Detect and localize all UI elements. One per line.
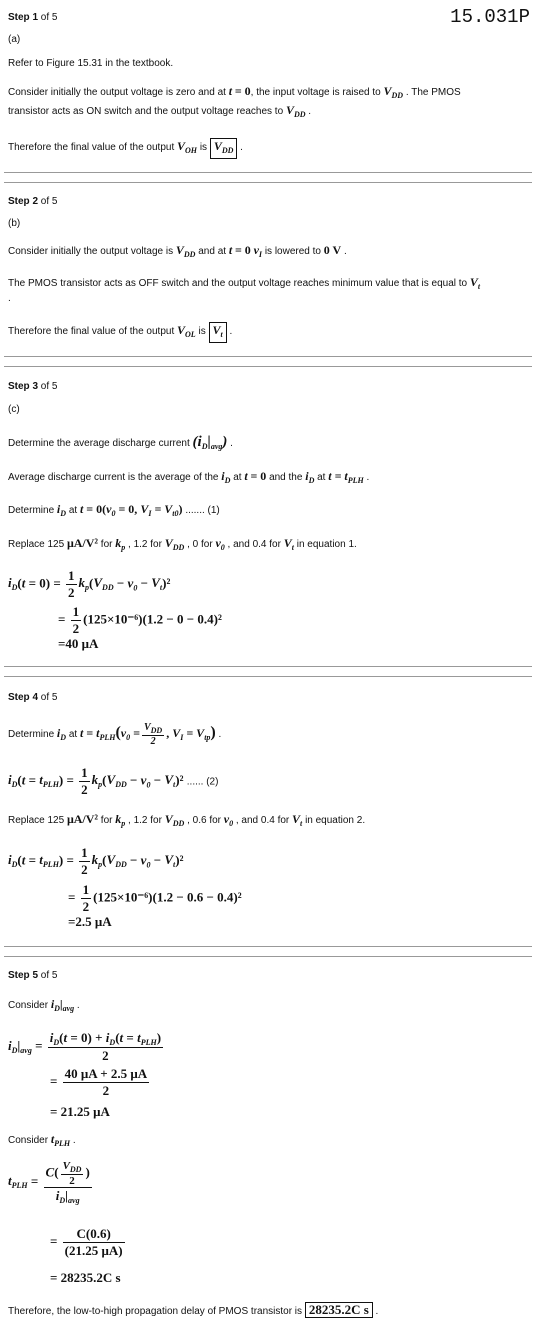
answer-box: 28235.2C s bbox=[305, 1302, 373, 1318]
equation-line: $i_D(t = 0)$ = $\frac{1}{2}$ $k_p(V_{DD} - v_0 - V_t)^2$ bbox=[8, 568, 171, 600]
answer-box: $V_t$ bbox=[209, 322, 227, 343]
step-5-header: Step 5 of 5 bbox=[8, 970, 58, 981]
step-2-answer: Therefore the final value of the output $V_{OL}$ is $V_t$ . bbox=[8, 322, 232, 343]
equation-line: $i_D|_{avg}$ = $\frac{i_D(t = 0) + i_D(t = t_{PLH})}{2}$ bbox=[8, 1030, 162, 1063]
equation-line: = $\frac{C(0.6)}{(21.25 \mu A)}$ bbox=[50, 1226, 123, 1258]
step-3-text: Determine $i_D$ at $t = 0(v_0 = 0$, $V_I = V_{t0}$) ....... (1) bbox=[8, 502, 220, 518]
equation-line: = $\frac{1}{2}$ (125×10⁻⁶)(1.2 − 0 − 0.4)² bbox=[58, 604, 222, 636]
step-2-part: (b) bbox=[8, 218, 21, 229]
equation-result: =40 μA bbox=[58, 636, 99, 651]
equation-result: =2.5 μA bbox=[68, 914, 112, 929]
problem-id: 15.031P bbox=[450, 6, 530, 28]
equation-line: = $\frac{1}{2}$ (125×10⁻⁶)(1.2 − 0.6 − 0.4)² bbox=[68, 882, 242, 914]
step-1-answer: Therefore the final value of the output $V_{OH}$ is $V_{DD}$ . bbox=[8, 138, 243, 159]
step-5-text: Consider $t_{PLH}$ . bbox=[8, 1132, 76, 1148]
step-4-header: Step 4 of 5 bbox=[8, 692, 58, 703]
step-2-text: The PMOS transistor acts as OFF switch and the output voltage reaches minimum value that is equal to $V_t$ bbox=[8, 275, 481, 291]
step-5-answer: Therefore, the low-to-high propagation delay of PMOS transistor is 28235.2C s . bbox=[8, 1302, 379, 1317]
step-1-part: (a) bbox=[8, 34, 21, 45]
equation-result: = 21.25 μA bbox=[50, 1104, 110, 1119]
step-1-text: transistor acts as ON switch and the output voltage reaches to $V_{DD}$ . bbox=[8, 103, 312, 119]
equation-line: = $\frac{40 \mu A + 2.5 \mu A}{2}$ bbox=[50, 1066, 148, 1098]
step-4-text: Determine $i_D$ at $t = t_{PLH}(v_0$ = $\frac{V_{DD}}{2}$ , $V_I = V_{tp}$) . bbox=[8, 722, 222, 747]
step-3-text: Average discharge current is the average of the $i_D$ at t = 0 and the $i_D$ at $t = t_{PLH}$ . bbox=[8, 469, 370, 485]
step-divider bbox=[4, 946, 532, 958]
step-3-header: Step 3 of 5 bbox=[8, 381, 58, 392]
step-3-text: Replace 125 μA/V² for $k_p$ , 1.2 for $V_{DD}$ , 0 for $v_0$ , and 0.4 for $V_t$ in equation 1. bbox=[8, 536, 357, 552]
step-divider bbox=[4, 172, 532, 184]
step-5-text: Consider $i_D|_{avg}$ . bbox=[8, 997, 80, 1013]
step-divider bbox=[4, 356, 532, 368]
step-1-text: Consider initially the output voltage is zero and at t = 0, the input voltage is raised to $V_{DD}$ . The PMOS bbox=[8, 84, 461, 100]
step-2-text: . bbox=[8, 293, 11, 304]
equation-line: $t_{PLH}$ = C( $\frac{V_{DD}}{2}$ ) $i_D|_{avg}$ bbox=[8, 1160, 90, 1205]
step-4-text: Replace 125 μA/V² for $k_p$ , 1.2 for $V_{DD}$ , 0.6 for $v_0$ , and 0.4 for $V_t$ in equation 2. bbox=[8, 812, 366, 828]
equation-line: $i_D(t = t_{PLH})$ = $\frac{1}{2}$ $k_p(V_{DD} - v_0 - V_t)^2$ ...... (2) bbox=[8, 765, 219, 797]
step-3-text: Determine the average discharge current $(i_D|_{avg})$ . bbox=[8, 434, 233, 451]
step-1-header: Step 1 of 5 bbox=[8, 12, 58, 23]
equation-line: $i_D(t = t_{PLH})$ = $\frac{1}{2}$ $k_p(V_{DD} - v_0 - V_t)^2$ bbox=[8, 845, 184, 877]
equation-result: = 28235.2C s bbox=[50, 1270, 121, 1285]
step-2-text: Consider initially the output voltage is $V_{DD}$ and at t = 0 $v_I$ is lowered to 0 V . bbox=[8, 243, 347, 259]
step-1-text: Refer to Figure 15.31 in the textbook. bbox=[8, 58, 174, 69]
step-divider bbox=[4, 666, 532, 678]
step-3-part: (c) bbox=[8, 404, 20, 415]
answer-box: $V_{DD}$ bbox=[210, 138, 238, 159]
step-2-header: Step 2 of 5 bbox=[8, 196, 58, 207]
